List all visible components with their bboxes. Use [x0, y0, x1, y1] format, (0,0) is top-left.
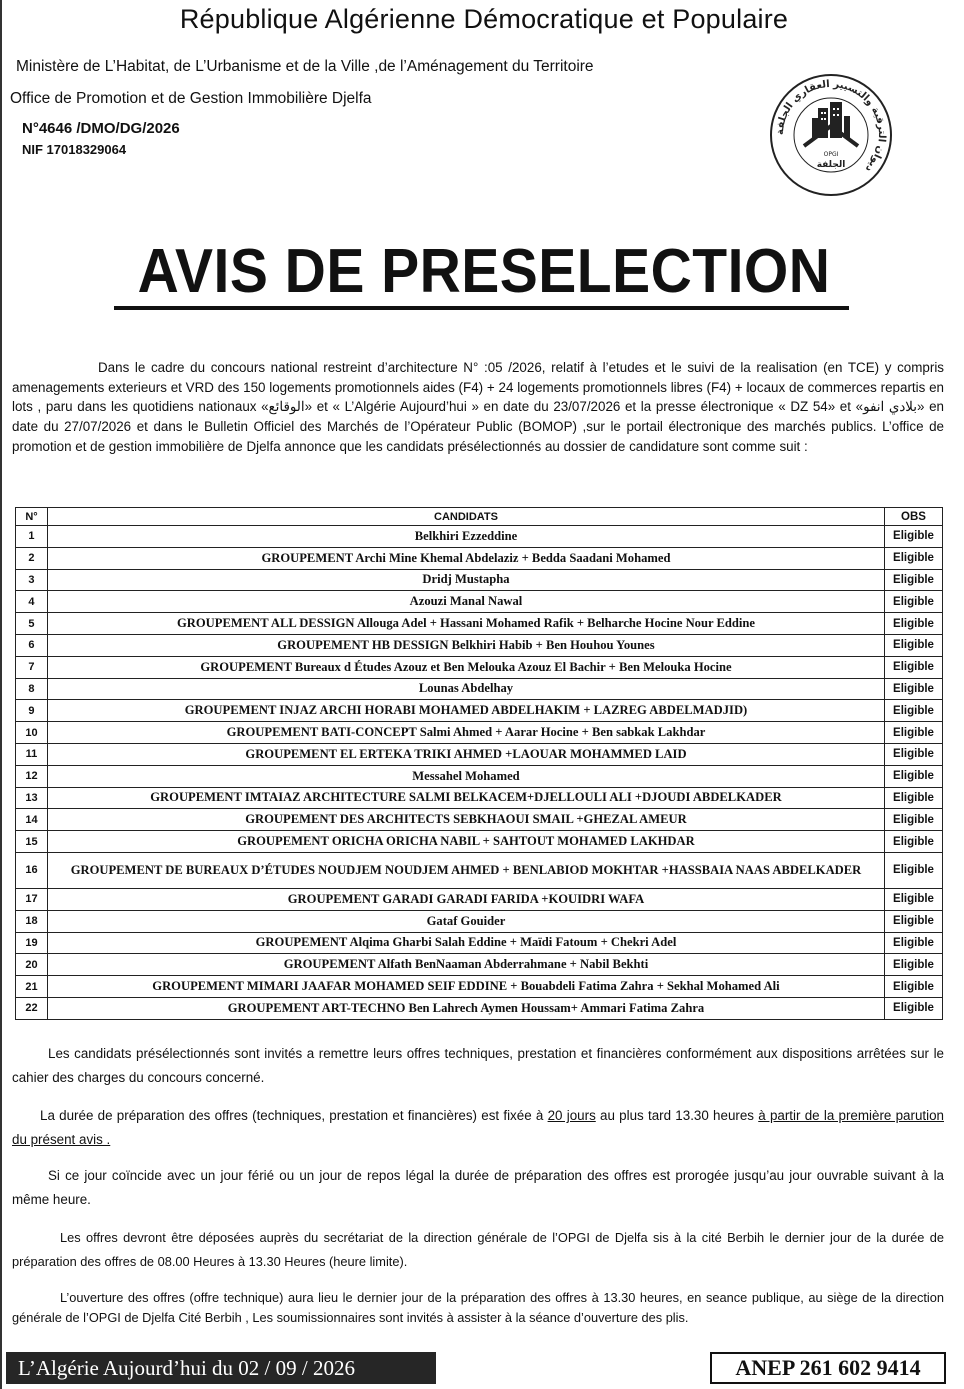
row-number: 6	[16, 634, 48, 656]
row-candidate: GROUPEMENT Alqima Gharbi Salah Eddine + Maïdi Fatoum + Chekri Adel	[47, 932, 884, 954]
table-row	[16, 722, 943, 744]
table-row	[16, 954, 943, 976]
row-obs: Eligible	[885, 976, 943, 998]
row-obs: Eligible	[885, 765, 943, 787]
table-row	[16, 765, 943, 787]
table-row	[16, 656, 943, 678]
row-obs: Eligible	[885, 787, 943, 809]
row-obs: Eligible	[885, 852, 943, 888]
header-candidates: CANDIDATS	[47, 508, 884, 526]
candidates-table	[15, 507, 943, 1020]
row-obs: Eligible	[885, 809, 943, 831]
row-obs: Eligible	[885, 526, 943, 548]
table-row	[16, 910, 943, 932]
row-candidate: GROUPEMENT IMTAIAZ ARCHITECTURE SALMI BELKACEM+DJELLOULI ALI +DJOUDI ABDELKADER	[47, 787, 884, 809]
row-number: 18	[16, 910, 48, 932]
table-row	[16, 852, 943, 888]
intro-paragraph: Dans le cadre du concours national restreint d’architecture N° :05 /2026, relatif à l’etudes et le suivi de la realisation (en TCE) y compris amenagements exterieurs et VRD des 150 logements promotionnels aides (F4) + 24 logements promotionnels libres (F4) + locaux de commerces repartis en lots , paru dans les quotidiens nationaux «الوقائع» et « L’Algérie Aujourd’hui » en date du 23/07/2026 et la presse électronique « DZ 54» et «بلادي انفو» en date du 27/07/2026 et dans le Bulletin Officiel des Marchés de l’Opérateur Public (BOMOP) ,sur le portail électronique des marchés publics. L’office de promotion et de gestion immobilière de Djelfa annonce que les candidats présélectionnés au dossier de candidature sont comme suit :	[12, 360, 944, 454]
table-row	[16, 976, 943, 998]
table-row	[16, 526, 943, 548]
row-candidate: Lounas Abdelhay	[47, 678, 884, 700]
row-number: 7	[16, 656, 48, 678]
row-candidate: GROUPEMENT BATI-CONCEPT Salmi Ahmed + Aarar Hocine + Ben sabkak Lakhdar	[47, 722, 884, 744]
row-number: 5	[16, 613, 48, 635]
table-row	[16, 569, 943, 591]
office-line: Office de Promotion et de Gestion Immobilière Djelfa	[10, 90, 372, 107]
row-number: 1	[16, 526, 48, 548]
row-candidate: GROUPEMENT INJAZ ARCHI HORABI MOHAMED ABDELHAKIM + LAZREG ABDELMADJID)	[47, 700, 884, 722]
row-candidate: GROUPEMENT HB DESSIGN Belkhiri Habib + Ben Houhou Younes	[47, 634, 884, 656]
row-candidate: Messahel Mohamed	[47, 765, 884, 787]
table-row	[16, 787, 943, 809]
title-underline	[114, 306, 849, 310]
row-number: 9	[16, 700, 48, 722]
row-candidate: GROUPEMENT DES ARCHITECTS SEBKHAOUI SMAIL +GHEZAL AMEUR	[47, 809, 884, 831]
row-obs: Eligible	[885, 656, 943, 678]
row-obs: Eligible	[885, 831, 943, 853]
nif-number: NIF 17018329064	[22, 142, 127, 157]
row-candidate: Dridj Mustapha	[47, 569, 884, 591]
table-row	[16, 678, 943, 700]
header-number: N°	[16, 508, 48, 526]
row-candidate: GROUPEMENT DE BUREAUX D’ÉTUDES NOUDJEM NOUDJEM AHMED + BENLABIOD MOKHTAR +HASSBAIA NAAS ABDELKADER	[47, 852, 884, 888]
row-obs: Eligible	[885, 613, 943, 635]
row-obs: Eligible	[885, 888, 943, 910]
row-number: 3	[16, 569, 48, 591]
row-candidate: Azouzi Manal Nawal	[47, 591, 884, 613]
row-obs: Eligible	[885, 932, 943, 954]
row-obs: Eligible	[885, 743, 943, 765]
ministry-line: Ministère de L’Habitat, de L’Urbanisme et de la Ville ,de l’Aménagement du Territoire	[16, 58, 594, 75]
seal-city: الجلفة	[816, 160, 846, 170]
deposit-paragraph: Les offres devront être déposées auprès du secrétariat de la direction générale de l’OPGI de Djelfa sis à la cité Berbih le dernier jour de la durée de préparation des offres de 08.00 Heures à 13.30 Heures (heure limite).	[12, 1230, 944, 1269]
row-obs: Eligible	[885, 700, 943, 722]
row-candidate: GROUPEMENT ART-TECHNO Ben Lahrech Aymen Houssam+ Ammari Fatima Zahra	[47, 997, 884, 1019]
table-header-row	[16, 508, 943, 526]
opgi-seal-logo	[766, 70, 896, 200]
row-candidate: GROUPEMENT ALL DESSIGN Allouga Adel + Hassani Mohamed Rafik + Belharche Hocine Nour Eddine	[47, 613, 884, 635]
table-row	[16, 932, 943, 954]
republic-heading: République Algérienne Démocratique et Populaire	[179, 4, 789, 34]
row-number: 4	[16, 591, 48, 613]
newspaper-footer: L’Algérie Aujourd’hui du 02 / 09 / 2026	[6, 1352, 436, 1384]
table-row	[16, 743, 943, 765]
row-number: 2	[16, 547, 48, 569]
offers-invitation-paragraph: Les candidats présélectionnés sont invités a remettre leurs offres techniques, prestation et financières conformément aux dispositions arrêtées sur le cahier des charges du concours concerné.	[12, 1046, 944, 1085]
table-row	[16, 591, 943, 613]
row-obs: Eligible	[885, 569, 943, 591]
row-number: 8	[16, 678, 48, 700]
duration-days: 20 jours	[547, 1108, 596, 1123]
row-number: 12	[16, 765, 48, 787]
duration-text-c: au plus tard 13.30 heures	[595, 1108, 759, 1123]
row-candidate: Belkhiri Ezzeddine	[47, 526, 884, 548]
table-row	[16, 997, 943, 1019]
row-obs: Eligible	[885, 547, 943, 569]
row-candidate: GROUPEMENT Archi Mine Khemal Abdelaziz + Bedda Saadani Mohamed	[47, 547, 884, 569]
row-number: 10	[16, 722, 48, 744]
table-row	[16, 613, 943, 635]
row-number: 21	[16, 976, 48, 998]
header-obs: OBS	[885, 508, 943, 526]
row-obs: Eligible	[885, 591, 943, 613]
preparation-duration-paragraph	[12, 1104, 944, 1152]
row-number: 16	[16, 852, 48, 888]
row-candidate: GROUPEMENT EL ERTEKA TRIKI AHMED +LAOUAR MOHAMMED LAID	[47, 743, 884, 765]
row-candidate: GROUPEMENT Alfath BenNaaman Abderrahmane + Nabil Bekhti	[47, 954, 884, 976]
row-obs: Eligible	[885, 722, 943, 744]
row-number: 14	[16, 809, 48, 831]
row-obs: Eligible	[885, 678, 943, 700]
row-number: 20	[16, 954, 48, 976]
seal-acronym: OPGI	[823, 151, 839, 158]
row-obs: Eligible	[885, 634, 943, 656]
row-candidate: GROUPEMENT MIMARI JAAFAR MOHAMED SEIF EDDINE + Bouabdeli Fatima Zahra + Sekhal Mohamed Ali	[47, 976, 884, 998]
row-obs: Eligible	[885, 954, 943, 976]
notice-title: AVIS DE PRESELECTION	[137, 237, 831, 306]
row-candidate: Gataf Gouider	[47, 910, 884, 932]
table-row	[16, 547, 943, 569]
duration-start: à partir de la première parution du présent avis .	[12, 1108, 944, 1147]
seal-ring-text: ديوان الترقية والتسيير العقاري الجلفة	[774, 78, 888, 175]
opening-paragraph: L’ouverture des offres (offre technique) aura lieu le dernier jour de la préparation des offres à 13.30 heures, en seance publique, au siège de la direction générale de l’OPGI de Djelfa Cité Berbih , Les soumissionnaires sont invités à assister à la séance d’ouverture des plis.	[12, 1290, 944, 1325]
table-row	[16, 888, 943, 910]
table-row	[16, 634, 943, 656]
row-number: 11	[16, 743, 48, 765]
duration-text-a: La durée de préparation des offres (techniques, prestation et financières) est fixée à	[40, 1108, 548, 1123]
table-row	[16, 831, 943, 853]
row-obs: Eligible	[885, 997, 943, 1019]
holiday-paragraph: Si ce jour coïncide avec un jour férié ou un jour de repos légal la durée de préparation des offres est prorogée jusqu’au jour ouvrable suivant à la même heure.	[12, 1168, 944, 1207]
table-row	[16, 809, 943, 831]
row-number: 22	[16, 997, 48, 1019]
table-row	[16, 700, 943, 722]
row-obs: Eligible	[885, 910, 943, 932]
anep-reference: ANEP 261 602 9414	[710, 1352, 946, 1384]
row-candidate: GROUPEMENT ORICHA ORICHA NABIL + SAHTOUT MOHAMED LAKHDAR	[47, 831, 884, 853]
row-candidate: GROUPEMENT GARADI GARADI FARIDA +KOUIDRI WAFA	[47, 888, 884, 910]
row-number: 19	[16, 932, 48, 954]
row-number: 17	[16, 888, 48, 910]
reference-number: N°4646 /DMO/DG/2026	[22, 120, 180, 137]
row-candidate: GROUPEMENT Bureaux d Études Azouz et Ben Melouka Azouz El Bachir + Ben Melouka Hocine	[47, 656, 884, 678]
row-number: 15	[16, 831, 48, 853]
row-number: 13	[16, 787, 48, 809]
